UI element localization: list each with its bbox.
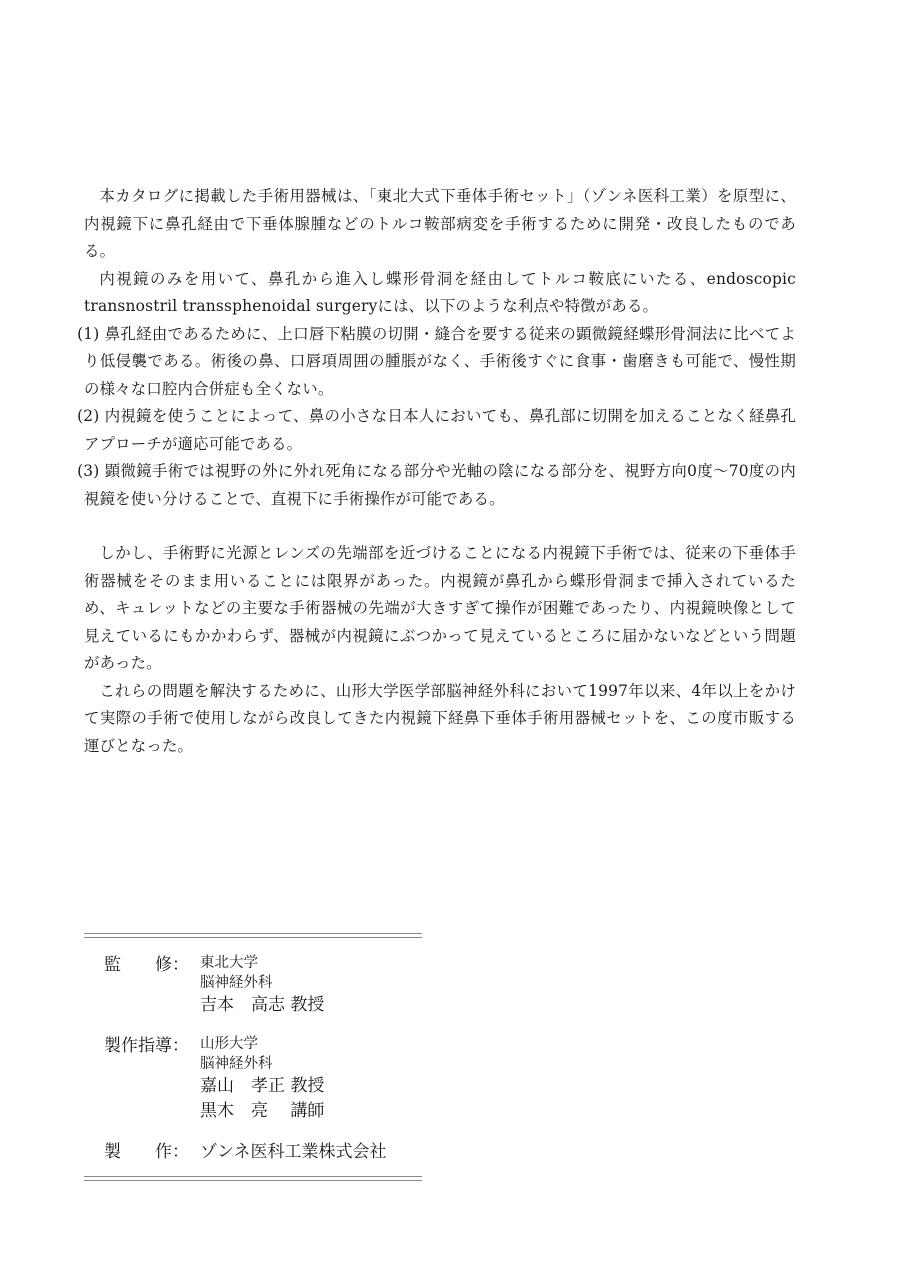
- credits-top-rule-2: [84, 937, 422, 938]
- guidance-person-2: 黒木 亮 講師: [200, 1101, 325, 1121]
- intro-paragraph-1: 本カタログに掲載した手術用器械は、「東北大式下垂体手術セット」（ゾンネ医科工業）を原型に、内視鏡下に鼻孔経由で下垂体腺腫などのトルコ鞍部病変を手術するために開発・改良したものである。: [84, 187, 796, 260]
- manufacturer-label: 製 作：: [104, 1142, 189, 1162]
- solution-paragraph: これらの問題を解決するために、山形大学医学部脳神経外科において1997年以来、4年以上をかけて実際の手術で使用しながら改良してきた内視鏡下経鼻下垂体手術用器械セットを、この度市販する運びとなった。: [84, 681, 796, 755]
- paragraph-gap: [84, 513, 796, 540]
- manufacturer-row: [104, 1140, 387, 1165]
- intro-paragraph-2: 内視鏡のみを用いて、鼻孔から進入し蝶形骨洞を経由してトルコ鞍底にいたる、endoscopic transnostril transsphenoidal surgeryには、以下のような利点や特徴がある。: [84, 269, 796, 315]
- advantage-item-1: (1) 鼻孔経由であるために、上口唇下粘膜の切開・縫合を要する従来の顕微鏡経蝶形骨洞法に比べてより低侵襲である。術後の鼻、口唇項周囲の腫脹がなく、手術後すぐに食事・歯磨きも可能で、慢性期の様々な口腔内合併症も全くない。: [77, 324, 796, 398]
- guidance-person-1: 嘉山 孝正 教授: [200, 1076, 325, 1096]
- supervision-dept: 脳神経外科: [200, 975, 273, 991]
- supervision-person: 吉本 高志 教授: [200, 995, 325, 1015]
- guidance-row: [104, 1034, 387, 1124]
- manufacturer-values: [200, 1140, 387, 1165]
- guidance-values: [200, 1034, 324, 1124]
- advantage-item-3: (3) 顕微鏡手術では視野の外に外れ死角になる部分や光軸の陰になる部分を、視野方向0度～70度の内視鏡を使い分けることで、直視下に手術操作が可能である。: [77, 462, 796, 508]
- guidance-org: 山形大学: [200, 1036, 258, 1052]
- supervision-label: 監 修：: [104, 955, 189, 975]
- supervision-row: [104, 953, 387, 1018]
- advantage-item-2: (2) 内視鏡を使うことによって、鼻の小さな日本人においても、鼻孔部に切開を加えることなく経鼻孔アプローチが適応可能である。: [77, 407, 796, 453]
- catalog-introduction: [77, 183, 796, 760]
- guidance-dept: 脳神経外科: [200, 1056, 273, 1072]
- credits-bottom-rule: [84, 1176, 422, 1177]
- credits-bottom-rule-2: [84, 1180, 422, 1181]
- manufacturer-company: ゾンネ医科工業株式会社: [200, 1142, 387, 1162]
- supervision-org: 東北大学: [200, 955, 258, 971]
- credits-block: [104, 953, 387, 1181]
- problem-paragraph: しかし、手術野に光源とレンズの先端部を近づけることになる内視鏡下手術では、従来の下垂体手術器械をそのまま用いることには限界があった。内視鏡が鼻孔から蝶形骨洞まで挿入されているため、キュレットなどの主要な手術器械の先端が大きすぎて操作が困難であったり、内視鏡映像として見えているにもかかわらず、器械が内視鏡にぶつかって見えているところに届かないなどという問題があった。: [84, 544, 796, 672]
- credits-top-rule: [84, 933, 422, 934]
- supervision-values: [200, 953, 324, 1018]
- guidance-label: 製作指導：: [104, 1036, 189, 1056]
